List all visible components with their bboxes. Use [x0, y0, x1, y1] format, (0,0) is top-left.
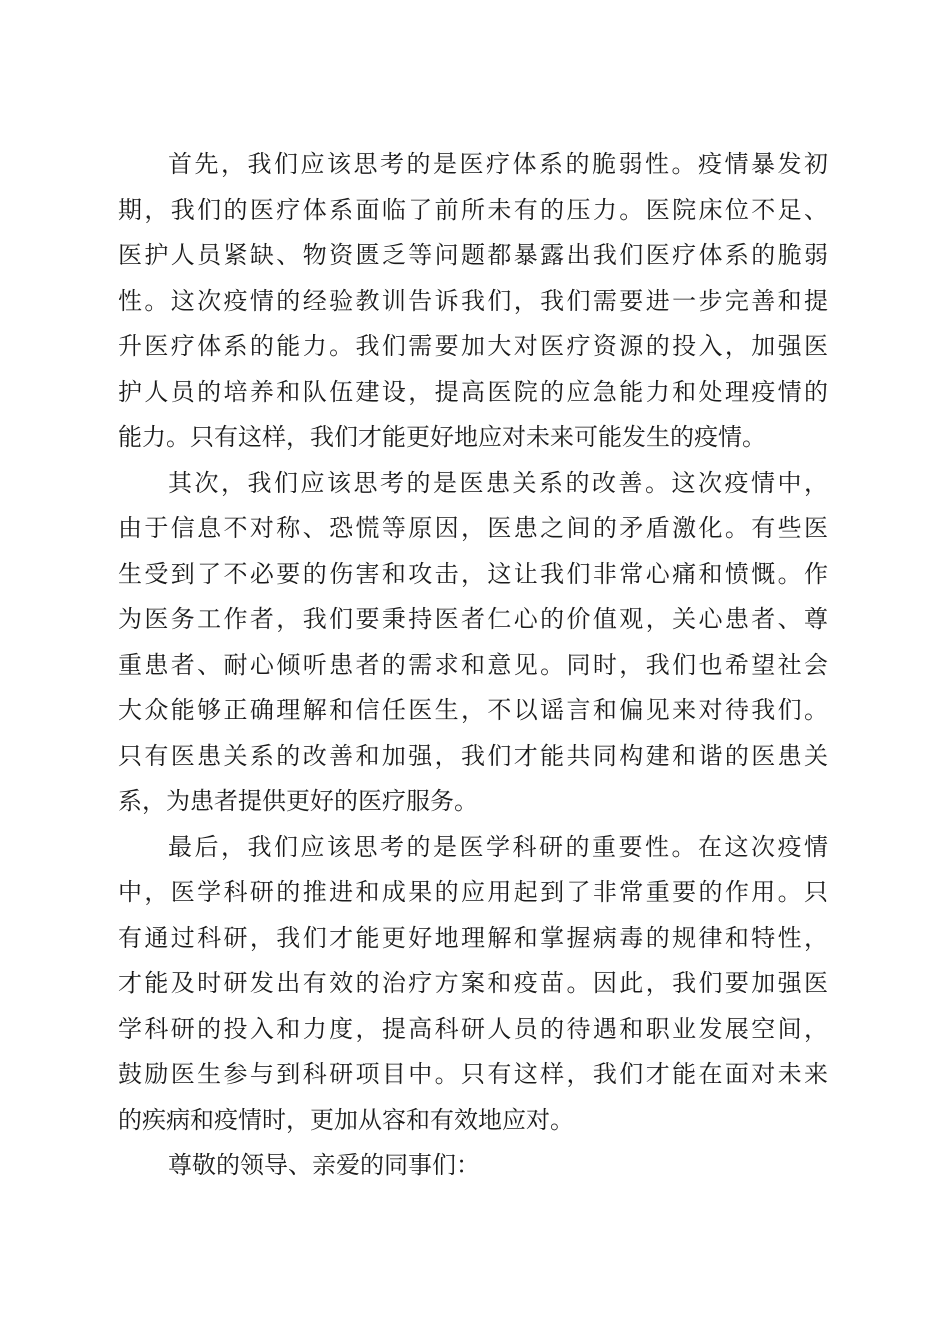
- text-line: 升医疗体系的能力。我们需要加大对医疗资源的投入，加强医: [118, 332, 828, 360]
- text-line: 才能及时研发出有效的治疗方案和疫苗。因此，我们要加强医: [118, 969, 828, 997]
- text-line: 由于信息不对称、恐慌等原因，医患之间的矛盾激化。有些医: [118, 514, 828, 542]
- text-line: 大众能够正确理解和信任医生，不以谣言和偏见来对待我们。: [118, 696, 828, 724]
- text-line: 能力。只有这样，我们才能更好地应对未来可能发生的疫情。: [118, 423, 766, 451]
- text-line: 中，医学科研的推进和成果的应用起到了非常重要的作用。只: [118, 878, 828, 906]
- text-line: 只有医患关系的改善和加强，我们才能共同构建和谐的医患关: [118, 741, 828, 770]
- text-line: 的疾病和疫情时，更加从容和有效地应对。: [118, 1105, 574, 1134]
- text-line: 学科研的投入和力度，提高科研人员的待遇和职业发展空间，: [118, 1014, 828, 1043]
- salutation-line: 尊敬的领导、亲爱的同事们：: [168, 1151, 480, 1179]
- paragraph-medical-research: [118, 825, 828, 1144]
- text-line: 最后，我们应该思考的是医学科研的重要性。在这次疫情: [168, 832, 828, 861]
- text-line: 有通过科研，我们才能更好地理解和掌握病毒的规律和特性，: [118, 923, 828, 952]
- document-body: [118, 142, 828, 1189]
- paragraph-salutation: [118, 1143, 828, 1189]
- text-line: 性。这次疫情的经验教训告诉我们，我们需要进一步完善和提: [118, 286, 828, 315]
- text-line: 生受到了不必要的伤害和攻击，这让我们非常心痛和愤慨。作: [118, 559, 828, 588]
- paragraph-medical-system: [118, 142, 828, 461]
- text-line: 重患者、耐心倾听患者的需求和意见。同时，我们也希望社会: [118, 650, 828, 679]
- text-line: 护人员的培养和队伍建设，提高医院的应急能力和处理疫情的: [118, 377, 828, 406]
- text-line: 系，为患者提供更好的医疗服务。: [118, 787, 478, 815]
- text-line: 期，我们的医疗体系面临了前所未有的压力。医院床位不足、: [118, 195, 828, 224]
- text-line: 首先，我们应该思考的是医疗体系的脆弱性。疫情暴发初: [168, 150, 828, 178]
- paragraph-doctor-patient: [118, 461, 828, 825]
- text-line: 医护人员紧缺、物资匮乏等问题都暴露出我们医疗体系的脆弱: [118, 241, 828, 269]
- text-line: 鼓励医生参与到科研项目中。只有这样，我们才能在面对未来: [118, 1060, 828, 1088]
- text-line: 其次，我们应该思考的是医患关系的改善。这次疫情中，: [168, 468, 828, 497]
- text-line: 为医务工作者，我们要秉持医者仁心的价值观，关心患者、尊: [118, 605, 828, 633]
